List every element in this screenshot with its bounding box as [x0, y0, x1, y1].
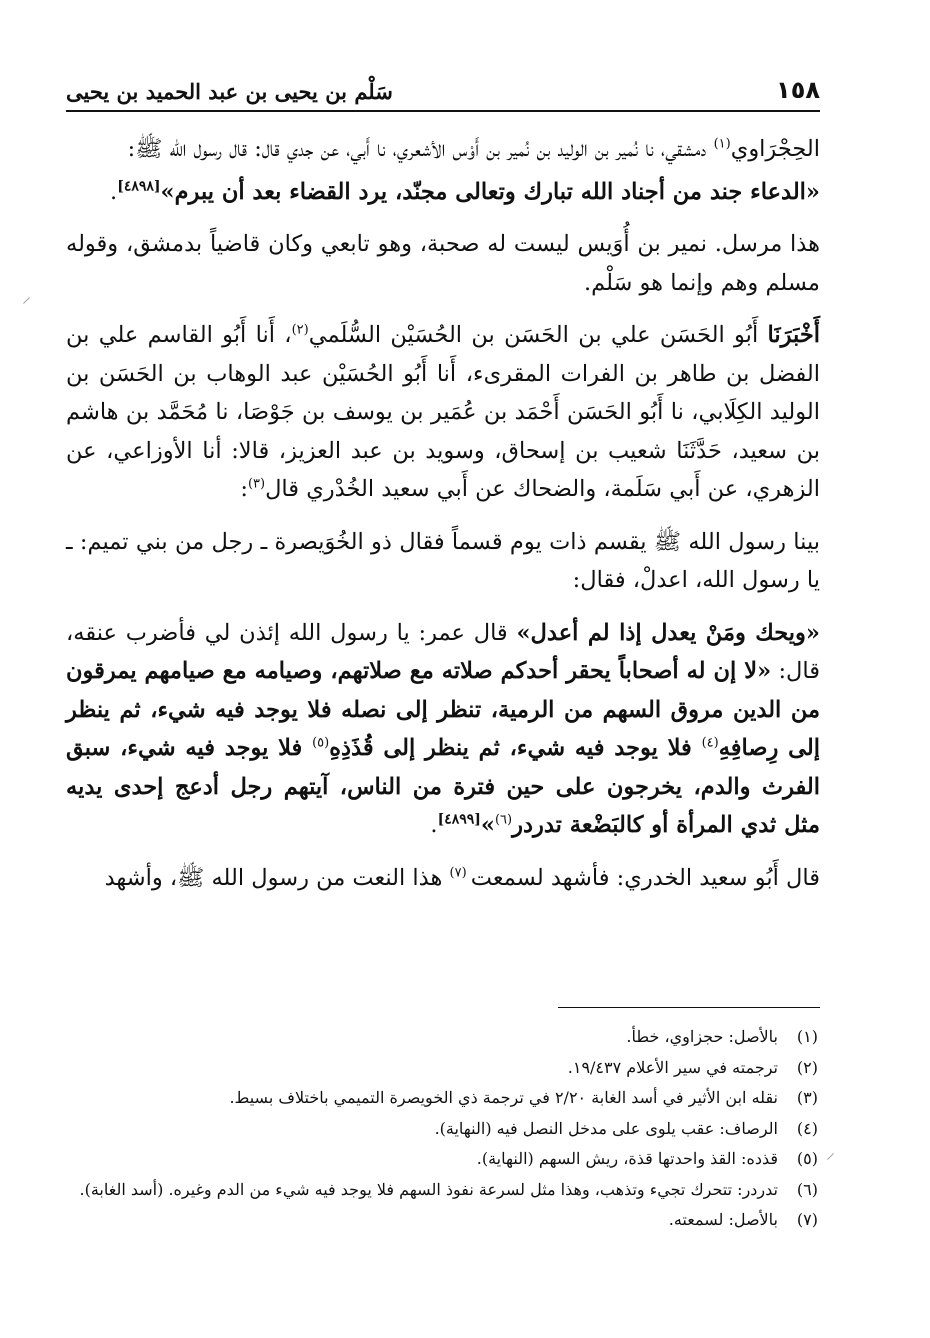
text-run: .	[430, 812, 438, 838]
text-run: .	[110, 178, 118, 205]
page-header	[66, 68, 820, 112]
footnotes	[66, 1022, 818, 1236]
margin-mark: ⸌	[22, 294, 31, 315]
footnote-ref: (٣)	[247, 476, 266, 492]
text-run: هذا النعت من رسول الله ﷺ، وأشهد	[104, 864, 450, 891]
paragraph	[66, 316, 820, 509]
text-run: بينا رسول الله ﷺ يقسم ذات يوم قسماً فقال ذو الخُوَيصرة ـ رجل من بني تميم: ـ يا رسول الله، اعدلْ، فقال:	[66, 528, 820, 593]
footnote	[66, 1022, 818, 1053]
paragraph	[66, 130, 820, 169]
footnote	[66, 1144, 818, 1175]
text-run: قال أَبُو سعيد الخدري: فأشهد لسمعت	[470, 864, 820, 891]
bold-text: «ويحك ومَنْ يعدل إذا لم أعدل»	[516, 619, 820, 646]
main-text	[66, 130, 820, 911]
footnote-number: (٤)	[796, 1118, 818, 1138]
footnote	[66, 1083, 818, 1114]
footnote-ref: (٧)	[449, 865, 471, 880]
footnote-text: قذده: القذ واحدتها قذة، ريش السهم (النهاية).	[476, 1149, 778, 1168]
footnote-text: ترجمته في سير الأعلام ١٩/٤٣٧.	[567, 1057, 778, 1077]
hadith-number: [٤٨٩٩]	[437, 811, 481, 828]
footnote-text: بالأصل: حجزاوي، خطأ.	[626, 1027, 778, 1046]
paragraph	[66, 225, 820, 302]
footnote	[66, 1053, 818, 1084]
margin-mark: ⸌	[826, 1150, 835, 1171]
paragraph	[66, 859, 820, 898]
text-run: :	[240, 476, 248, 502]
text-run: ، أَنا أَبُو القاسم علي بن الفضل بن طاهر بن الفرات المقرىء، أَنا أَبُو الحُسَيْن عبد الوهاب بن الحَسَن بن الوليد الكِلَابي، نا أَبُو الحَسَن أَحْمَد بن عُمَير بن يوسف بن جَوْصَا، نا مُحَمَّد بن هاشم بن سعيد، حَدَّثَنَا شعيب بن إسحاق، وسويد بن عبد العزيز، قالا: أنا الأوزاعي، عن الزهري، عن أَبي سَلَمة، والضحاك عن أَبي سعيد الخُدْري قال	[66, 322, 820, 502]
text-run: الحِجْرَاوي	[730, 136, 820, 162]
text-run: قال عمر: يا رسول الله إئذن لي فأضرب عنقه، قال:	[66, 619, 820, 684]
footnote-number: (١)	[796, 1027, 818, 1046]
bold-text: «لا إن له أصحاباً يحقر أحدكم صلاته مع صلاتهم، وصيامه مع صيامهم يمرقون من الدين مروق السهم من الرمية، تنظر إلى نصله فلا يوجد فيه شيء، ثم ينظر إلى رِصافِهِ	[66, 658, 820, 761]
footnote-text: الرصاف: عقب يلوى على مدخل النصل فيه (النهاية).	[434, 1118, 778, 1138]
footnote-number: (٢)	[796, 1057, 818, 1077]
footnote-number: (٧)	[796, 1210, 818, 1229]
footnote	[66, 1114, 818, 1145]
paragraph	[66, 614, 820, 845]
footnote-text: بالأصل: لسمعته.	[668, 1210, 778, 1229]
footnote-ref: (٥)	[312, 735, 330, 751]
footnote-ref: (١)	[713, 136, 731, 152]
footnote-ref: (٢)	[291, 322, 309, 338]
text-run: أَبُو الحَسَن علي بن الحَسَن بن الحُسَيْن السُّلَمي	[308, 322, 768, 348]
bold-text: فلا يوجد فيه شيء، ثم ينظر إلى قُذَذِهِ	[329, 735, 702, 761]
text-run: دمشقي، نا نُمير بن الوليد بن نُمير بن أَوْس الأشعري، نا أَبي، عن جدي قال: قال رسول الله ﷺ:	[127, 136, 714, 162]
footnote-number: (٣)	[796, 1088, 818, 1107]
footnote	[66, 1205, 818, 1236]
bold-text: أَخْبَرَنَا	[767, 322, 820, 348]
footnote-ref: (٤)	[701, 735, 719, 751]
footnote-ref: (٦)	[494, 812, 513, 828]
page-number: ١٥٨	[776, 76, 820, 104]
bold-text: «الدعاء جند من أجناد الله تبارك وتعالى مجنّد، يرد القضاء بعد أن يبرم»	[160, 178, 820, 205]
text-run: هذا مرسل. نمير بن أُوَيس ليست له صحبة، وهو تابعي وكان قاضياً بدمشق، وقوله مسلم وهم وإنما هو سَلْم.	[66, 231, 820, 296]
footnote-number: (٦)	[796, 1179, 818, 1199]
bold-text: »	[480, 812, 495, 838]
bold-text: فلا يوجد فيه شيء، سبق الفرث والدم، يخرجون على حين فترة من الناس، آيتهم رجل أدعج إحدى يديه مثل ثدي المرأة أو كالبَضْعة تدردر	[66, 735, 820, 838]
footnote-number: (٥)	[796, 1149, 818, 1168]
paragraph	[66, 523, 820, 600]
footnote-text: تدردر: تتحرك تجيء وتذهب، وهذا مثل لسرعة نفوذ السهم فلا يوجد فيه شيء من الدم وغيره. (أسد الغابة).	[79, 1179, 778, 1199]
footnote-separator	[558, 1007, 820, 1008]
running-title: سَلْم بن يحيى بن عبد الحميد بن يحيى	[66, 79, 393, 104]
paragraph	[66, 173, 820, 212]
hadith-number: [٤٨٩٨]	[117, 178, 161, 194]
footnote-text: نقله ابن الأثير في أسد الغابة ٢/٢٠ في ترجمة ذي الخويصرة التميمي باختلاف بسيط.	[229, 1088, 778, 1107]
footnote	[66, 1175, 818, 1206]
